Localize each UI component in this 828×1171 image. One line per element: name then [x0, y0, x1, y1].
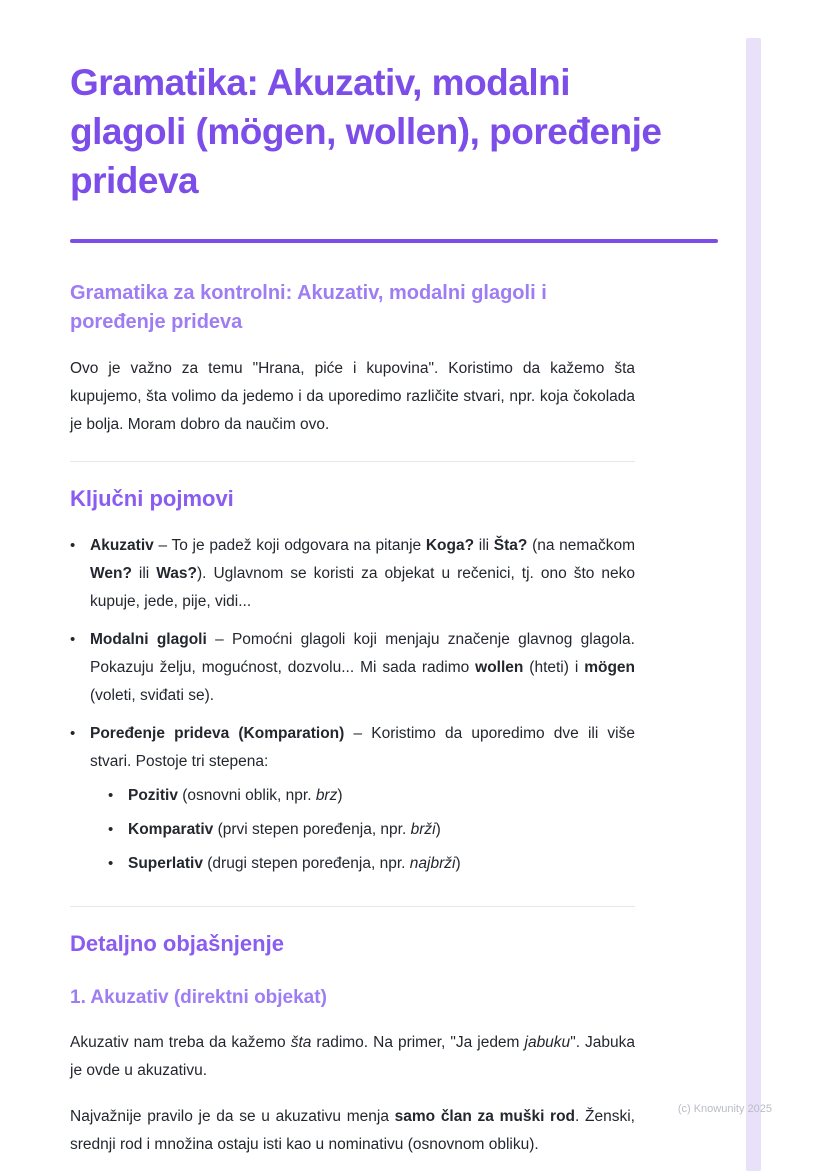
list-item-text: Akuzativ – To je padež koji odgovara na pitanje Koga? ili Šta? (na nemačkom Wen? ili Was?). Uglavnom se koristi za objekat u rečenici, tj. ono što neko kupuje, jede, pije, vidi... — [90, 537, 636, 610]
details-heading: Detaljno objašnjenje — [70, 931, 284, 956]
sub-list-item — [108, 850, 635, 878]
sub-list-item — [108, 816, 635, 844]
section-key-concepts — [70, 484, 635, 884]
list-item — [70, 626, 635, 710]
section-details — [70, 929, 635, 1159]
document-content — [70, 58, 662, 1159]
detail-paragraph: Akuzativ nam treba da kažemo šta radimo. Na primer, "Ja jedem jabuku". Jabuka je ovde u akuzativu. — [70, 1034, 636, 1079]
right-edge-strip — [746, 38, 761, 1171]
intro-paragraph: Ovo je važno za temu "Hrana, piće i kupovina". Koristimo da kažemo šta kupujemo, šta volimo da jedemo i da uporedimo različite stvari, npr. koja čokolada je bolja. Moram dobro da naučim ovo. — [70, 360, 635, 433]
subsection-heading: 1. Akuzativ (direktni objekat) — [70, 987, 327, 1008]
sub-list-item-text: Komparativ (prvi stepen poređenja, npr. brži) — [128, 821, 441, 838]
sub-list-item-text: Superlativ (drugi stepen poređenja, npr. najbrži) — [128, 855, 461, 872]
bullet-icon: • — [108, 787, 114, 804]
copyright: (c) Knowunity 2025 — [677, 1103, 772, 1115]
bullet-icon: • — [70, 725, 76, 742]
list-item — [70, 532, 635, 616]
section-divider — [70, 461, 635, 462]
sub-list — [90, 782, 635, 878]
list-item-text: Poređenje prideva (Komparation) – Koristimo da uporedimo dve ili više stvari. Postoje tri stepena: — [90, 725, 635, 770]
key-concepts-list — [70, 532, 635, 884]
bullet-icon: • — [70, 537, 76, 554]
list-item — [70, 720, 635, 884]
section-divider — [70, 906, 635, 907]
list-item-text: Modalni glagoli – Pomoćni glagoli koji menjaju značenje glavnog glagola. Pokazuju želju, mogućnost, dozvolu... Mi sada radimo wollen (hteti) i mögen (voleti, sviđati se). — [90, 631, 635, 704]
bullet-icon: • — [108, 855, 114, 872]
title-underline — [70, 239, 718, 243]
sub-list-item — [108, 782, 635, 810]
section-intro — [70, 279, 635, 439]
bullet-icon: • — [70, 631, 76, 648]
intro-heading: Gramatika za kontrolni: Akuzativ, modalni glagoli i poređenje prideva — [70, 282, 547, 333]
bullet-icon: • — [108, 821, 114, 838]
detail-paragraph: Najvažnije pravilo je da se u akuzativu menja samo član za muški rod. Ženski, srednji rod i množina ostaju isti kao u nominativu (osnovnom obliku). — [70, 1108, 635, 1153]
key-concepts-heading: Ključni pojmovi — [70, 486, 234, 511]
sub-list-item-text: Pozitiv (osnovni oblik, npr. brz) — [128, 787, 343, 804]
page-title: Gramatika: Akuzativ, modalni glagoli (mögen, wollen), poređenje prideva — [70, 62, 662, 201]
